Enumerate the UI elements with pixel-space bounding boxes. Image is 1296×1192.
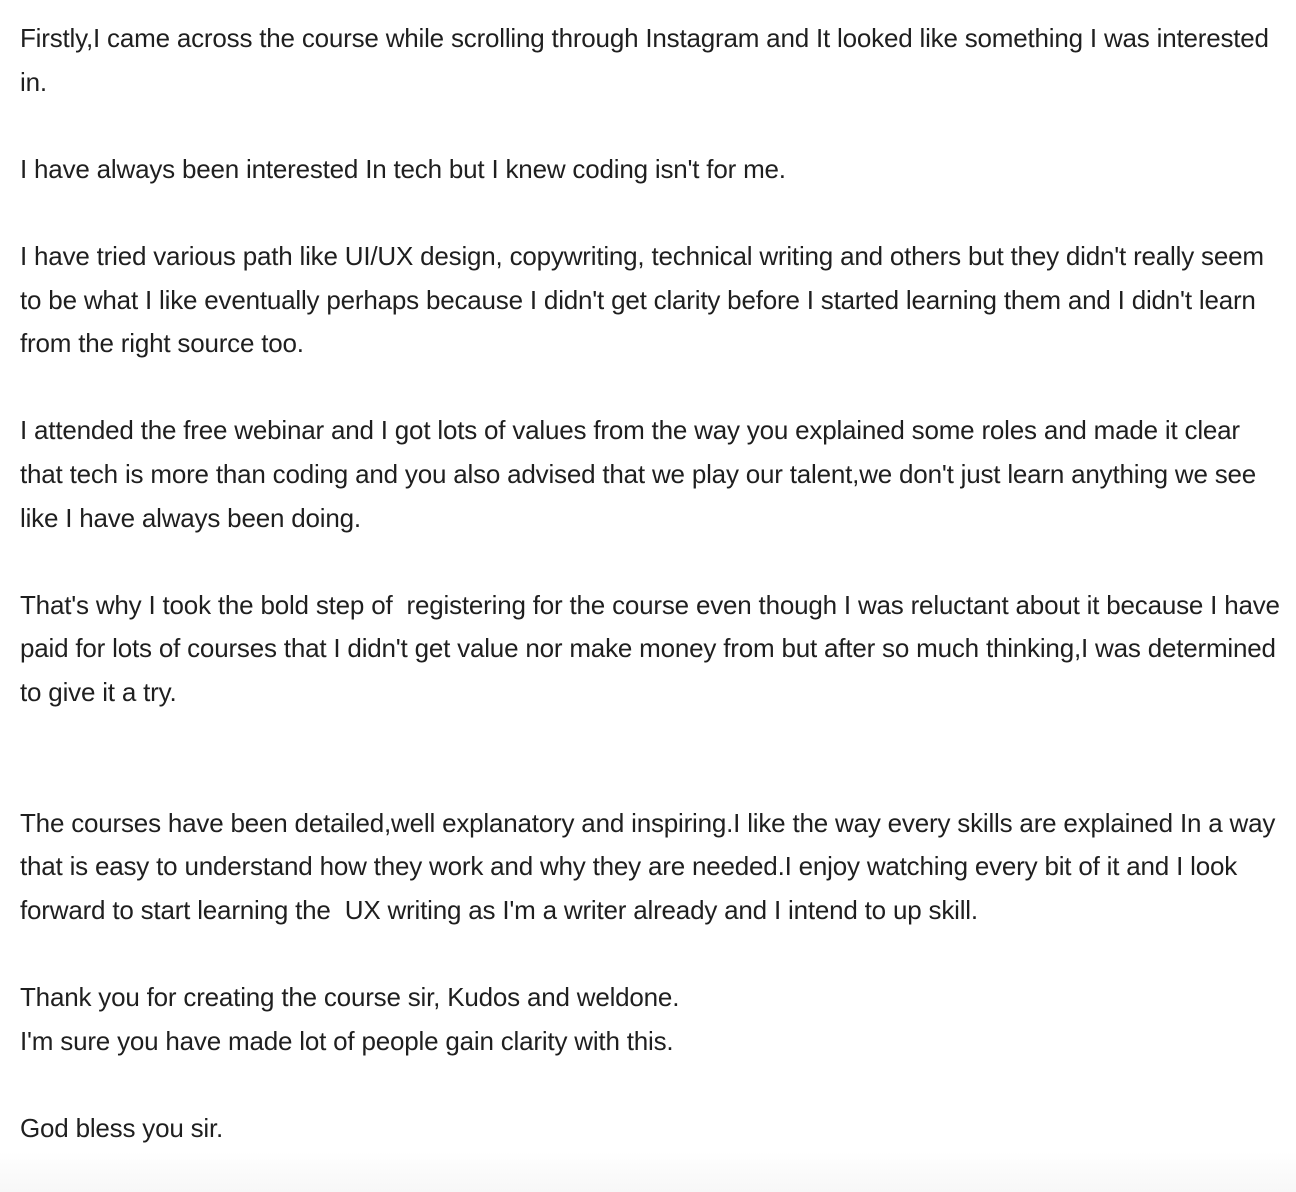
paragraph-interest: I have always been interested In tech but I knew coding isn't for me. bbox=[20, 153, 786, 184]
bottom-fade bbox=[0, 1152, 1296, 1192]
paragraph-discovery: Firstly,I came across the course while scrolling through Instagram and It looked like something I was interested in. bbox=[20, 23, 1276, 97]
paragraph-thanks: Thank you for creating the course sir, Kudos and weldone. bbox=[20, 982, 680, 1013]
document-body bbox=[20, 17, 1287, 1150]
paragraph-previous-paths: I have tried various path like UI/UX design, copywriting, technical writing and others but they didn't really seem to be what I like eventually perhaps because I didn't get clarity before I started learning them and I didn't learn from the right source too. bbox=[20, 240, 1271, 359]
paragraph-webinar: I attended the free webinar and I got lots of values from the way you explained some roles and made it clear that tech is more than coding and you also advised that we play our talent,we don't just learn anything we see like I have always been doing. bbox=[20, 415, 1264, 533]
paragraph-clarity: I'm sure you have made lot of people gain clarity with this. bbox=[20, 1025, 674, 1056]
paragraph-blessing: God bless you sir. bbox=[20, 1112, 224, 1143]
paragraph-course-review: The courses have been detailed,well explanatory and inspiring.I like the way every skills are explained In a way that is easy to understand how they work and why they are needed.I enjoy watching every bit of it and I look forward to start learning the UX writing as I'm a writer already and I intend to up skill. bbox=[20, 807, 1283, 925]
paragraph-registration: That's why I took the bold step of registering for the course even though I was reluctant about it because I have paid for lots of courses that I didn't get value nor make money from but after so much thinking,I was determined to give it a try. bbox=[20, 589, 1287, 707]
